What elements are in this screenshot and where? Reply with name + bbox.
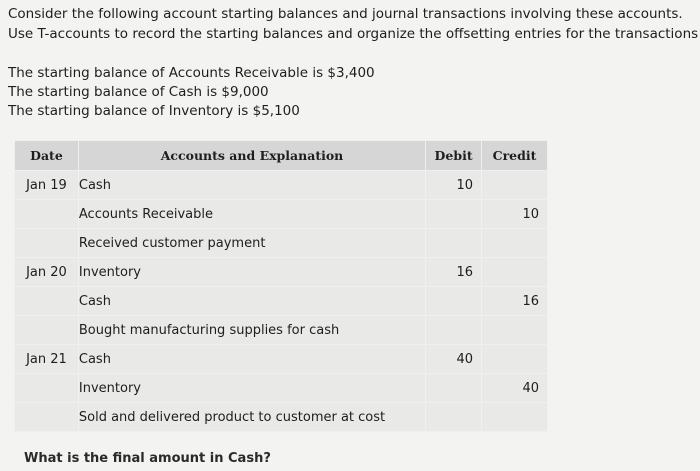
row-explanation: Sold and delivered product to customer at cost: [78, 403, 425, 432]
balance-cash: The starting balance of Cash is $9,000: [8, 84, 269, 100]
row-credit[interactable]: 40: [482, 374, 548, 403]
instruction-line-2: Use T-accounts to record the starting balances and organize the offsetting entries for the transactions: [8, 26, 699, 42]
row-debit[interactable]: 40: [426, 345, 482, 374]
row-explanation: Received customer payment: [78, 229, 425, 258]
row-debit: [426, 403, 482, 432]
row-account: Cash: [78, 287, 425, 316]
row-date: [15, 200, 79, 229]
row-credit[interactable]: [482, 345, 548, 374]
header-credit: Credit: [482, 141, 548, 171]
table-row: [15, 200, 548, 229]
header-accounts: Accounts and Explanation: [78, 141, 425, 171]
row-debit[interactable]: 10: [426, 171, 482, 200]
row-credit[interactable]: [482, 171, 548, 200]
table-row: [15, 345, 548, 374]
row-date: Jan 19: [15, 171, 79, 200]
table-row: [15, 171, 548, 200]
instruction-line-1: Consider the following account starting balances and journal transactions involving these accounts.: [8, 6, 683, 22]
row-date: [15, 229, 79, 258]
table-row: [15, 258, 548, 287]
balance-accounts-receivable: The starting balance of Accounts Receivable is $3,400: [8, 65, 375, 81]
starting-balances: [8, 64, 375, 121]
row-debit[interactable]: [426, 200, 482, 229]
row-debit: [426, 229, 482, 258]
table-row: [15, 287, 548, 316]
row-credit: [482, 229, 548, 258]
row-credit[interactable]: [482, 258, 548, 287]
header-date: Date: [15, 141, 79, 171]
row-credit: [482, 403, 548, 432]
header-debit: Debit: [426, 141, 482, 171]
row-credit[interactable]: 16: [482, 287, 548, 316]
row-debit: [426, 316, 482, 345]
journal-table: [14, 140, 548, 432]
table-row: [15, 403, 548, 432]
row-debit[interactable]: [426, 374, 482, 403]
row-date: [15, 287, 79, 316]
table-row: [15, 316, 548, 345]
row-debit[interactable]: 16: [426, 258, 482, 287]
table-header-row: [15, 141, 548, 171]
row-account: Cash: [78, 171, 425, 200]
row-account: Cash: [78, 345, 425, 374]
table-row: [15, 229, 548, 258]
balance-inventory: The starting balance of Inventory is $5,100: [8, 103, 300, 119]
row-account: Accounts Receivable: [78, 200, 425, 229]
row-debit[interactable]: [426, 287, 482, 316]
row-account: Inventory: [78, 374, 425, 403]
question-text: What is the final amount in Cash?: [24, 451, 271, 466]
row-date: [15, 316, 79, 345]
row-account: Inventory: [78, 258, 425, 287]
row-date: Jan 21: [15, 345, 79, 374]
row-date: Jan 20: [15, 258, 79, 287]
instructions: [8, 4, 698, 44]
row-date: [15, 403, 79, 432]
table-row: [15, 374, 548, 403]
row-credit: [482, 316, 548, 345]
row-explanation: Bought manufacturing supplies for cash: [78, 316, 425, 345]
row-date: [15, 374, 79, 403]
row-credit[interactable]: 10: [482, 200, 548, 229]
